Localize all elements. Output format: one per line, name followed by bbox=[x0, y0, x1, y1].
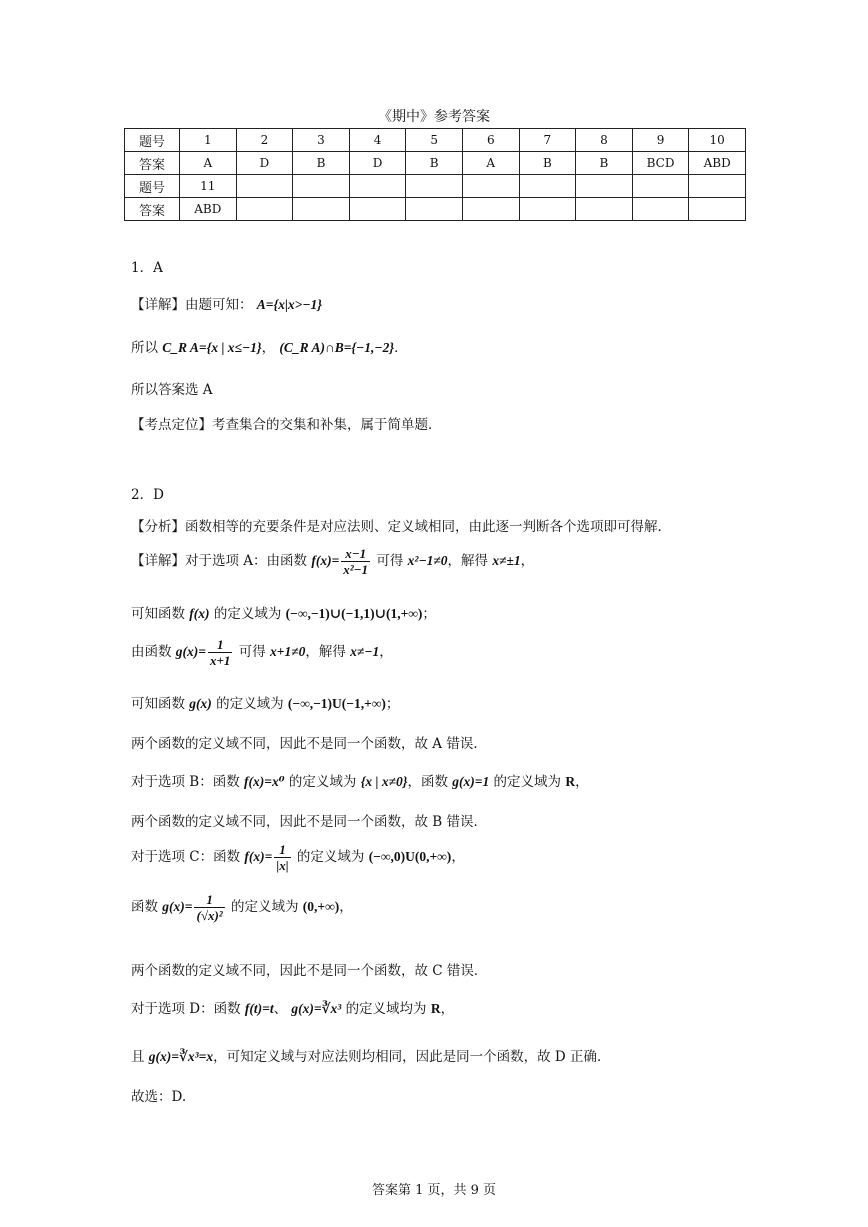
table-cell: B bbox=[406, 152, 463, 175]
text: 可得 bbox=[376, 553, 404, 569]
table-cell: 答案 bbox=[125, 152, 180, 175]
table-cell bbox=[632, 198, 689, 221]
text: 且 bbox=[131, 1049, 145, 1065]
text: ， bbox=[379, 644, 393, 660]
text: ，解得 bbox=[305, 644, 346, 660]
q2-b-line1 bbox=[131, 770, 589, 790]
table-cell: B bbox=[519, 152, 576, 175]
text: ， bbox=[440, 1001, 455, 1017]
text: ． bbox=[394, 340, 408, 356]
denominator: (√x)² bbox=[196, 908, 223, 923]
text: 可得 bbox=[238, 644, 266, 660]
table-cell: 题号 bbox=[125, 129, 180, 152]
text: ； bbox=[422, 606, 436, 622]
table-cell: 5 bbox=[406, 129, 463, 152]
denominator: x²−1 bbox=[343, 562, 369, 577]
answer-table bbox=[124, 128, 746, 221]
table-cell: A bbox=[180, 152, 237, 175]
text: 的定义域为 bbox=[493, 774, 562, 790]
text: 可知函数 bbox=[131, 606, 185, 622]
q2-d-line1 bbox=[131, 997, 454, 1017]
text: 的定义域为 bbox=[296, 849, 365, 865]
math: f(t)=t bbox=[244, 1001, 274, 1016]
math: x≠−1 bbox=[350, 644, 380, 659]
q2-a-line5: 两个函数的定义域不同，因此不是同一个函数，故 A 错误． bbox=[131, 736, 487, 752]
q1-detail-label: 【详解】由题可知： bbox=[131, 297, 253, 313]
q2-analysis: 【分析】函数相等的充要条件是对应法则、定义域相同，由此逐一判断各个选项即可得解． bbox=[131, 519, 671, 535]
q2-c-line2 bbox=[131, 892, 353, 923]
table-cell bbox=[632, 175, 689, 198]
table-cell: A bbox=[462, 152, 519, 175]
text: 的定义域为 bbox=[213, 606, 282, 622]
text: 对于选项 D：函数 bbox=[131, 1001, 241, 1017]
math: {x | x≠0} bbox=[360, 774, 408, 789]
table-cell: 题号 bbox=[125, 175, 180, 198]
table-cell: 10 bbox=[689, 129, 746, 152]
table-cell bbox=[406, 198, 463, 221]
table-cell: 8 bbox=[576, 129, 633, 152]
numerator: 1 bbox=[208, 637, 232, 653]
table-cell: 2 bbox=[236, 129, 293, 152]
table-row bbox=[125, 198, 746, 221]
math: (−∞,−1)∪(−1,1)∪(1,+∞) bbox=[285, 606, 423, 621]
fraction bbox=[194, 892, 224, 923]
table-cell bbox=[462, 198, 519, 221]
table-cell: 7 bbox=[519, 129, 576, 152]
text: ， bbox=[575, 774, 589, 790]
math: g(x)= bbox=[162, 899, 193, 914]
math: R bbox=[430, 1001, 441, 1016]
q2-a-line3 bbox=[131, 637, 393, 668]
math: g(x)=1 bbox=[452, 774, 490, 789]
q2-d-line3: 故选：D. bbox=[131, 1089, 187, 1105]
math: f(x) bbox=[189, 606, 210, 621]
q2-c-line1 bbox=[131, 842, 465, 873]
q1-detail-math: A={x|x>−1} bbox=[256, 297, 322, 312]
math: f(x)=x⁰ bbox=[244, 774, 285, 789]
denominator: x+1 bbox=[209, 653, 231, 668]
text: 对于选项 C：函数 bbox=[131, 849, 241, 865]
text: 对于选项 B：函数 bbox=[131, 774, 240, 790]
numerator: x−1 bbox=[341, 546, 370, 562]
text: 可知函数 bbox=[131, 696, 185, 712]
math: g(x)=∛x³ bbox=[291, 1001, 342, 1016]
math: x+1≠0 bbox=[270, 644, 306, 659]
table-cell: 9 bbox=[632, 129, 689, 152]
text: 所以 bbox=[131, 340, 158, 356]
q2-a-line2 bbox=[131, 602, 436, 622]
table-cell bbox=[236, 198, 293, 221]
table-cell: BCD bbox=[632, 152, 689, 175]
q2-b-line2: 两个函数的定义域不同，因此不是同一个函数，故 B 错误． bbox=[131, 814, 488, 830]
math: R bbox=[565, 774, 576, 789]
denominator: |x| bbox=[276, 858, 289, 873]
text: ， bbox=[261, 340, 276, 356]
math: x≠±1 bbox=[492, 553, 521, 568]
table-cell bbox=[519, 175, 576, 198]
numerator: 1 bbox=[274, 842, 290, 858]
table-cell bbox=[689, 175, 746, 198]
math: g(x)= bbox=[175, 644, 206, 659]
math: (0,+∞) bbox=[302, 899, 340, 914]
q1-heading: 1．A bbox=[131, 260, 163, 276]
text: 由函数 bbox=[131, 644, 172, 660]
text: 【详解】对于选项 A：由函数 bbox=[131, 553, 308, 569]
text: ， bbox=[339, 899, 353, 915]
numerator: 1 bbox=[194, 892, 224, 908]
text: 的定义域为 bbox=[216, 696, 284, 712]
text: ，可知定义域与对应法则均相同，因此是同一个函数，故 D 正确． bbox=[213, 1049, 611, 1065]
q2-c-line3: 两个函数的定义域不同，因此不是同一个函数，故 C 错误． bbox=[131, 963, 488, 979]
q1-line3: 所以答案选 A bbox=[131, 382, 213, 398]
q2-a-line4 bbox=[131, 692, 399, 712]
table-cell bbox=[236, 175, 293, 198]
page-title: 《期中》参考答案 bbox=[378, 109, 490, 125]
table-cell bbox=[689, 198, 746, 221]
table-cell bbox=[293, 175, 350, 198]
table-row bbox=[125, 152, 746, 175]
fraction bbox=[274, 842, 290, 873]
text: 、 bbox=[273, 1001, 288, 1017]
table-cell: 3 bbox=[293, 129, 350, 152]
table-row bbox=[125, 175, 746, 198]
math: (C_R A)∩B={−1,−2} bbox=[279, 340, 395, 355]
math: C_R A={x | x≤−1} bbox=[162, 340, 262, 355]
text: ， bbox=[520, 553, 535, 569]
math: g(x)=∛x³=x bbox=[148, 1049, 214, 1064]
table-cell: B bbox=[293, 152, 350, 175]
text: 的定义域均为 bbox=[345, 1001, 427, 1017]
table-cell: 4 bbox=[349, 129, 406, 152]
text: ，解得 bbox=[447, 553, 489, 569]
table-cell bbox=[349, 198, 406, 221]
q1-detail bbox=[131, 293, 322, 313]
math: (−∞,0)U(0,+∞) bbox=[368, 849, 452, 864]
table-cell bbox=[293, 198, 350, 221]
page-footer: 答案第 1 页，共 9 页 bbox=[371, 1183, 497, 1198]
table-row bbox=[125, 129, 746, 152]
text: 的定义域为 bbox=[288, 774, 357, 790]
table-cell bbox=[519, 198, 576, 221]
table-cell: B bbox=[576, 152, 633, 175]
table-cell: 6 bbox=[462, 129, 519, 152]
table-cell bbox=[462, 175, 519, 198]
table-cell: ABD bbox=[689, 152, 746, 175]
fraction bbox=[208, 637, 232, 668]
math: f(x)= bbox=[311, 553, 340, 568]
q1-line4: 【考点定位】考查集合的交集和补集，属于简单题． bbox=[131, 417, 442, 433]
text: ， bbox=[451, 849, 465, 865]
math: x²−1≠0 bbox=[407, 553, 448, 568]
math: g(x) bbox=[189, 696, 212, 711]
q1-line2 bbox=[131, 336, 408, 356]
table-cell: ABD bbox=[180, 198, 237, 221]
text: 的定义域为 bbox=[230, 899, 299, 915]
table-cell: 11 bbox=[180, 175, 237, 198]
text: ，函数 bbox=[407, 774, 448, 790]
table-cell: D bbox=[236, 152, 293, 175]
table-cell bbox=[406, 175, 463, 198]
table-cell: D bbox=[349, 152, 406, 175]
q2-a-line1 bbox=[131, 546, 534, 577]
table-cell: 答案 bbox=[125, 198, 180, 221]
fraction bbox=[341, 546, 370, 577]
table-cell bbox=[349, 175, 406, 198]
q2-d-line2 bbox=[131, 1045, 611, 1065]
q2-heading: 2．D bbox=[131, 487, 164, 503]
table-cell bbox=[576, 198, 633, 221]
text: 函数 bbox=[131, 899, 158, 915]
math: (−∞,−1)U(−1,+∞) bbox=[287, 696, 386, 711]
table-cell: 1 bbox=[180, 129, 237, 152]
text: ； bbox=[385, 696, 400, 712]
table-cell bbox=[576, 175, 633, 198]
math: f(x)= bbox=[244, 849, 273, 864]
